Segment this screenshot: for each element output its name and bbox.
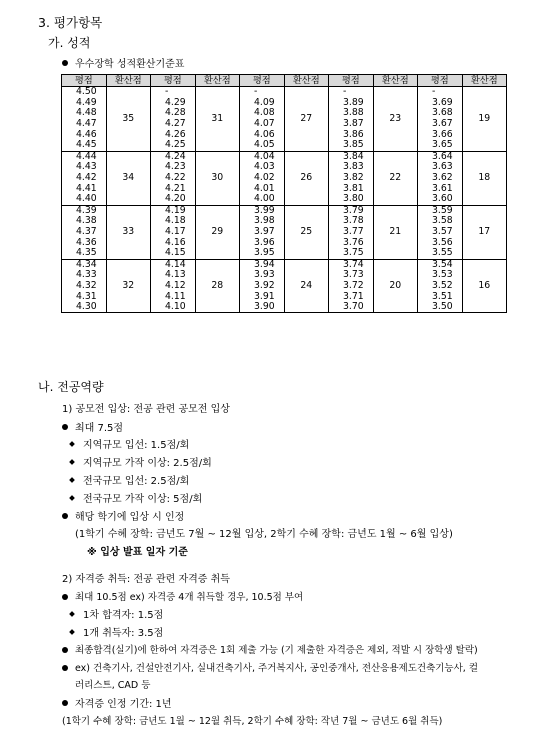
score-cell: 21 [373,205,417,259]
gpa-cell: 3.97 [240,227,285,238]
gpa-cell: 3.78 [329,216,374,227]
header-gpa: 평점 [151,75,196,87]
gpa-cell: 4.20 [151,194,196,205]
gpa-cell: 4.02 [240,173,285,184]
gpa-cell: 3.86 [329,129,374,140]
subsection-grades-title: 가. 성적 [48,36,91,50]
gpa-cell: 3.50 [418,302,463,313]
diamond-bullet-icon [69,629,75,635]
score-cell: 24 [284,259,328,313]
gpa-cell: 3.61 [418,183,463,194]
gpa-cell: - [151,87,196,98]
gpa-cell: 4.38 [62,216,107,227]
gpa-cell: 4.25 [151,140,196,151]
gpa-cell: 3.76 [329,237,374,248]
gpa-cell: 3.92 [240,281,285,292]
contest-note: ※ 입상 발표 일자 기준 [87,547,188,558]
gpa-cell: 4.29 [151,98,196,109]
list-item: 전국규모 입선: 2.5점/회 [70,472,189,487]
score-cell: 18 [462,151,506,205]
gpa-cell: 3.83 [329,162,374,173]
score-cell: 25 [284,205,328,259]
gpa-cell: 3.53 [418,270,463,281]
gpa-cell: 3.51 [418,291,463,302]
score-cell: 16 [462,259,506,313]
bullet-icon [62,647,68,653]
gpa-cell: 4.15 [151,248,196,259]
gpa-cell: 3.77 [329,227,374,238]
gpa-cell: 3.75 [329,248,374,259]
cert-examples-cont: 러리스트, CAD 등 [75,680,151,691]
contest-max: 최대 7.5점 [62,419,123,434]
gpa-cell: 3.88 [329,108,374,119]
header-gpa: 평점 [329,75,374,87]
header-gpa: 평점 [62,75,107,87]
gpa-cell: 3.72 [329,281,374,292]
score-cell: 32 [106,259,150,313]
gpa-cell: 4.43 [62,162,107,173]
gpa-cell: 4.05 [240,140,285,151]
bullet-icon [62,665,68,671]
gpa-cell: 4.07 [240,119,285,130]
gpa-cell: 4.13 [151,270,196,281]
gpa-cell: 4.35 [62,248,107,259]
gpa-cell: 4.46 [62,129,107,140]
gpa-cell: 4.03 [240,162,285,173]
header-gpa: 평점 [240,75,285,87]
gpa-cell: 4.23 [151,162,196,173]
gpa-cell: 3.71 [329,291,374,302]
score-cell: 28 [195,259,239,313]
gpa-cell: 3.91 [240,291,285,302]
gpa-cell: 4.16 [151,237,196,248]
score-cell: 19 [462,87,506,152]
table-header-row [62,75,507,87]
bullet-icon [62,513,68,519]
gpa-cell: 3.62 [418,173,463,184]
gpa-cell: 4.34 [62,259,107,270]
gpa-cell: 3.67 [418,119,463,130]
gpa-cell: 4.42 [62,173,107,184]
gpa-cell: 4.26 [151,129,196,140]
gpa-cell: 4.11 [151,291,196,302]
gpa-cell: 3.87 [329,119,374,130]
gpa-cell: 4.36 [62,237,107,248]
gpa-cell: 4.17 [151,227,196,238]
list-item: 1차 합격자: 1.5점 [70,606,163,621]
list-item: 지역규모 가작 이상: 2.5점/회 [70,454,212,469]
gpa-cell: 4.47 [62,119,107,130]
header-score: 환산점 [462,75,506,87]
score-cell: 33 [106,205,150,259]
gpa-cell: 4.41 [62,183,107,194]
score-cell: 34 [106,151,150,205]
gpa-cell: 3.99 [240,205,285,216]
cert-period: 자격증 인정 기간: 1년 [62,695,172,710]
gpa-cell: 3.98 [240,216,285,227]
gpa-cell: 3.63 [418,162,463,173]
gpa-cell: 3.95 [240,248,285,259]
gpa-cell: 3.85 [329,140,374,151]
header-gpa: 평점 [418,75,463,87]
gpa-cell: - [418,87,463,98]
header-score: 환산점 [106,75,150,87]
gpa-cell: 4.37 [62,227,107,238]
gpa-cell: 3.52 [418,281,463,292]
header-score: 환산점 [195,75,239,87]
score-cell: 17 [462,205,506,259]
gpa-cell: 4.09 [240,98,285,109]
gpa-cell: 4.50 [62,87,107,98]
bullet-icon [62,60,68,66]
gpa-cell: 3.54 [418,259,463,270]
gpa-cell: - [240,87,285,98]
diamond-bullet-icon [69,495,75,501]
gpa-cell: 3.68 [418,108,463,119]
cert-period-detail: (1학기 수혜 장학: 금년도 1월 ~ 12월 취득, 2학기 수혜 장학: 작년 7월 ~ 금년도 6월 취득) [62,716,443,727]
list-item: 1개 취득자: 3.5점 [70,624,163,639]
gpa-cell: 3.56 [418,237,463,248]
table-row [62,87,507,98]
gpa-cell: 3.74 [329,259,374,270]
gpa-cell: 3.89 [329,98,374,109]
gpa-cell: 3.79 [329,205,374,216]
gpa-cell: 4.06 [240,129,285,140]
gpa-cell: 3.65 [418,140,463,151]
gpa-cell: 4.45 [62,140,107,151]
diamond-bullet-icon [69,459,75,465]
section-title: 3. 평가항목 [38,15,103,30]
gpa-cell: 3.93 [240,270,285,281]
gpa-cell: 4.33 [62,270,107,281]
gpa-cell: 4.30 [62,302,107,313]
cert-heading: 2) 자격증 취득: 전공 관련 자격증 취득 [62,574,230,585]
gpa-cell: 3.66 [418,129,463,140]
gpa-cell: 3.73 [329,270,374,281]
gpa-cell: 4.04 [240,151,285,162]
gpa-cell: 4.31 [62,291,107,302]
gpa-cell: 3.81 [329,183,374,194]
table-caption: 우수장학 성적환산기준표 [62,55,184,70]
gpa-cell: 3.55 [418,248,463,259]
gpa-cell: 3.64 [418,151,463,162]
gpa-cell: 3.59 [418,205,463,216]
diamond-bullet-icon [69,477,75,483]
gpa-cell: 3.82 [329,173,374,184]
gpa-cell: 4.19 [151,205,196,216]
diamond-bullet-icon [69,441,75,447]
gpa-cell: 3.58 [418,216,463,227]
cert-examples: ex) 건축기사, 건설안전기사, 실내건축기사, 주거복지사, 공인중개사, 전산응용제도건축기능사, 컬 [62,660,478,674]
score-cell: 29 [195,205,239,259]
score-cell: 27 [284,87,328,152]
gpa-cell: 3.84 [329,151,374,162]
contest-recognition-detail: (1학기 수혜 장학: 금년도 7월 ~ 12월 입상, 2학기 수혜 장학: 금년도 1월 ~ 6월 입상) [75,529,453,540]
grade-conversion-table [61,74,507,313]
gpa-cell: 4.28 [151,108,196,119]
score-cell: 20 [373,259,417,313]
gpa-cell: 3.70 [329,302,374,313]
header-score: 환산점 [284,75,328,87]
cert-max: 최대 10.5점 ex) 자격증 4개 취득할 경우, 10.5점 부여 [62,589,303,603]
gpa-cell: 4.12 [151,281,196,292]
score-cell: 35 [106,87,150,152]
gpa-cell: 4.44 [62,151,107,162]
gpa-cell: 4.40 [62,194,107,205]
score-cell: 22 [373,151,417,205]
gpa-cell: 4.39 [62,205,107,216]
score-cell: 30 [195,151,239,205]
gpa-cell: 3.80 [329,194,374,205]
diamond-bullet-icon [69,611,75,617]
subsection-major-title: 나. 전공역량 [38,380,104,394]
score-cell: 23 [373,87,417,152]
gpa-cell: 4.08 [240,108,285,119]
score-cell: 26 [284,151,328,205]
gpa-cell: - [329,87,374,98]
contest-recognition: 해당 학기에 입상 시 인정 [62,508,184,523]
cert-final-pass: 최종합격(실기)에 한하여 자격증은 1회 제출 가능 (기 제출한 자격증은 제외, 적발 시 장학생 탈락) [62,642,478,656]
bullet-icon [62,424,68,430]
gpa-cell: 4.01 [240,183,285,194]
gpa-cell: 4.21 [151,183,196,194]
contest-heading: 1) 공모전 입상: 전공 관련 공모전 입상 [62,404,230,415]
gpa-cell: 4.27 [151,119,196,130]
gpa-cell: 4.24 [151,151,196,162]
header-score: 환산점 [373,75,417,87]
gpa-cell: 4.48 [62,108,107,119]
gpa-cell: 3.60 [418,194,463,205]
gpa-cell: 4.14 [151,259,196,270]
score-cell: 31 [195,87,239,152]
gpa-cell: 4.22 [151,173,196,184]
gpa-cell: 3.90 [240,302,285,313]
gpa-cell: 3.94 [240,259,285,270]
gpa-cell: 3.69 [418,98,463,109]
bullet-icon [62,700,68,706]
list-item: 지역규모 입선: 1.5점/회 [70,436,189,451]
gpa-cell: 4.49 [62,98,107,109]
list-item: 전국규모 가작 이상: 5점/회 [70,490,202,505]
gpa-cell: 3.57 [418,227,463,238]
gpa-cell: 4.32 [62,281,107,292]
gpa-cell: 4.18 [151,216,196,227]
gpa-cell: 4.10 [151,302,196,313]
gpa-cell: 4.00 [240,194,285,205]
bullet-icon [62,594,68,600]
gpa-cell: 3.96 [240,237,285,248]
